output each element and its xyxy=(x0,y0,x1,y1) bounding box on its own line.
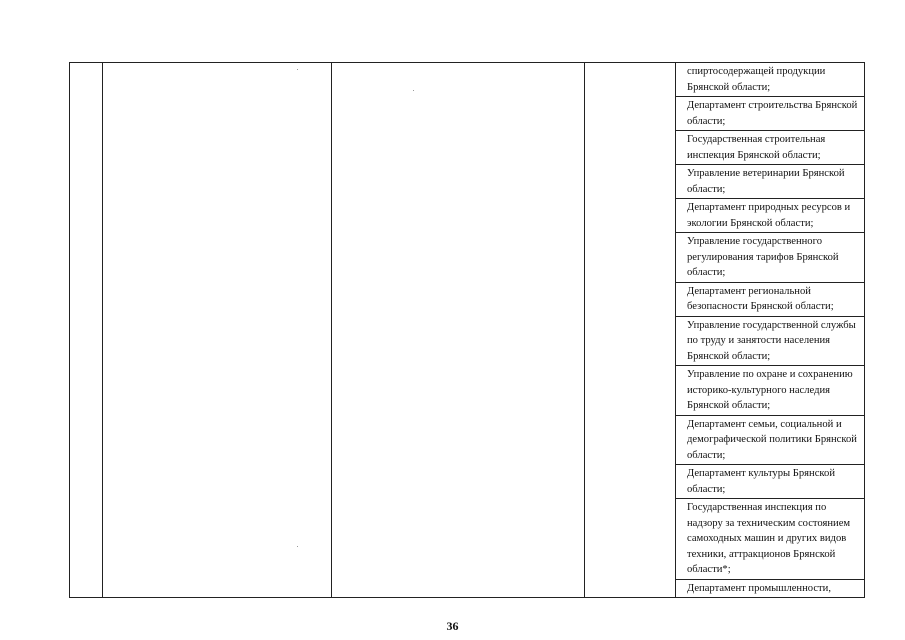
agency-entry: Управление государственного регулирования тарифов Брянской области; xyxy=(676,233,864,283)
agency-entry: Департамент природных ресурсов и экологии Брянской области; xyxy=(676,199,864,233)
agency-list xyxy=(676,63,864,597)
table-cell-name xyxy=(103,63,332,598)
table-cell-number xyxy=(70,63,103,598)
agency-entry: спиртосодержащей продукции Брянской области; xyxy=(676,63,864,97)
agency-entry: Управление государственной службы по труду и занятости населения Брянской области; xyxy=(676,317,864,367)
agency-entry: Управление по охране и сохранению историко-культурного наследия Брянской области; xyxy=(676,366,864,416)
document-table xyxy=(69,62,865,598)
agency-entry: Государственная инспекция по надзору за техническим состоянием самоходных машин и других видов техники, аттракционов Брянской области*; xyxy=(676,499,864,580)
table-cell-responsible xyxy=(676,63,865,598)
scan-speck xyxy=(297,69,298,70)
agency-entry: Управление ветеринарии Брянской области; xyxy=(676,165,864,199)
table-cell-term xyxy=(585,63,676,598)
table-cell-description xyxy=(332,63,585,598)
agency-entry: Департамент строительства Брянской области; xyxy=(676,97,864,131)
agency-entry: Государственная строительная инспекция Брянской области; xyxy=(676,131,864,165)
agency-entry: Департамент семьи, социальной и демографической политики Брянской области; xyxy=(676,416,864,466)
agency-entry: Департамент культуры Брянской области; xyxy=(676,465,864,499)
page-number: 36 xyxy=(446,619,459,633)
agency-entry: Департамент промышленности, xyxy=(687,582,831,594)
scan-speck xyxy=(297,546,298,547)
scan-speck xyxy=(413,90,414,91)
table-row xyxy=(70,63,865,598)
agency-entry: Департамент региональной безопасности Брянской области; xyxy=(676,283,864,317)
